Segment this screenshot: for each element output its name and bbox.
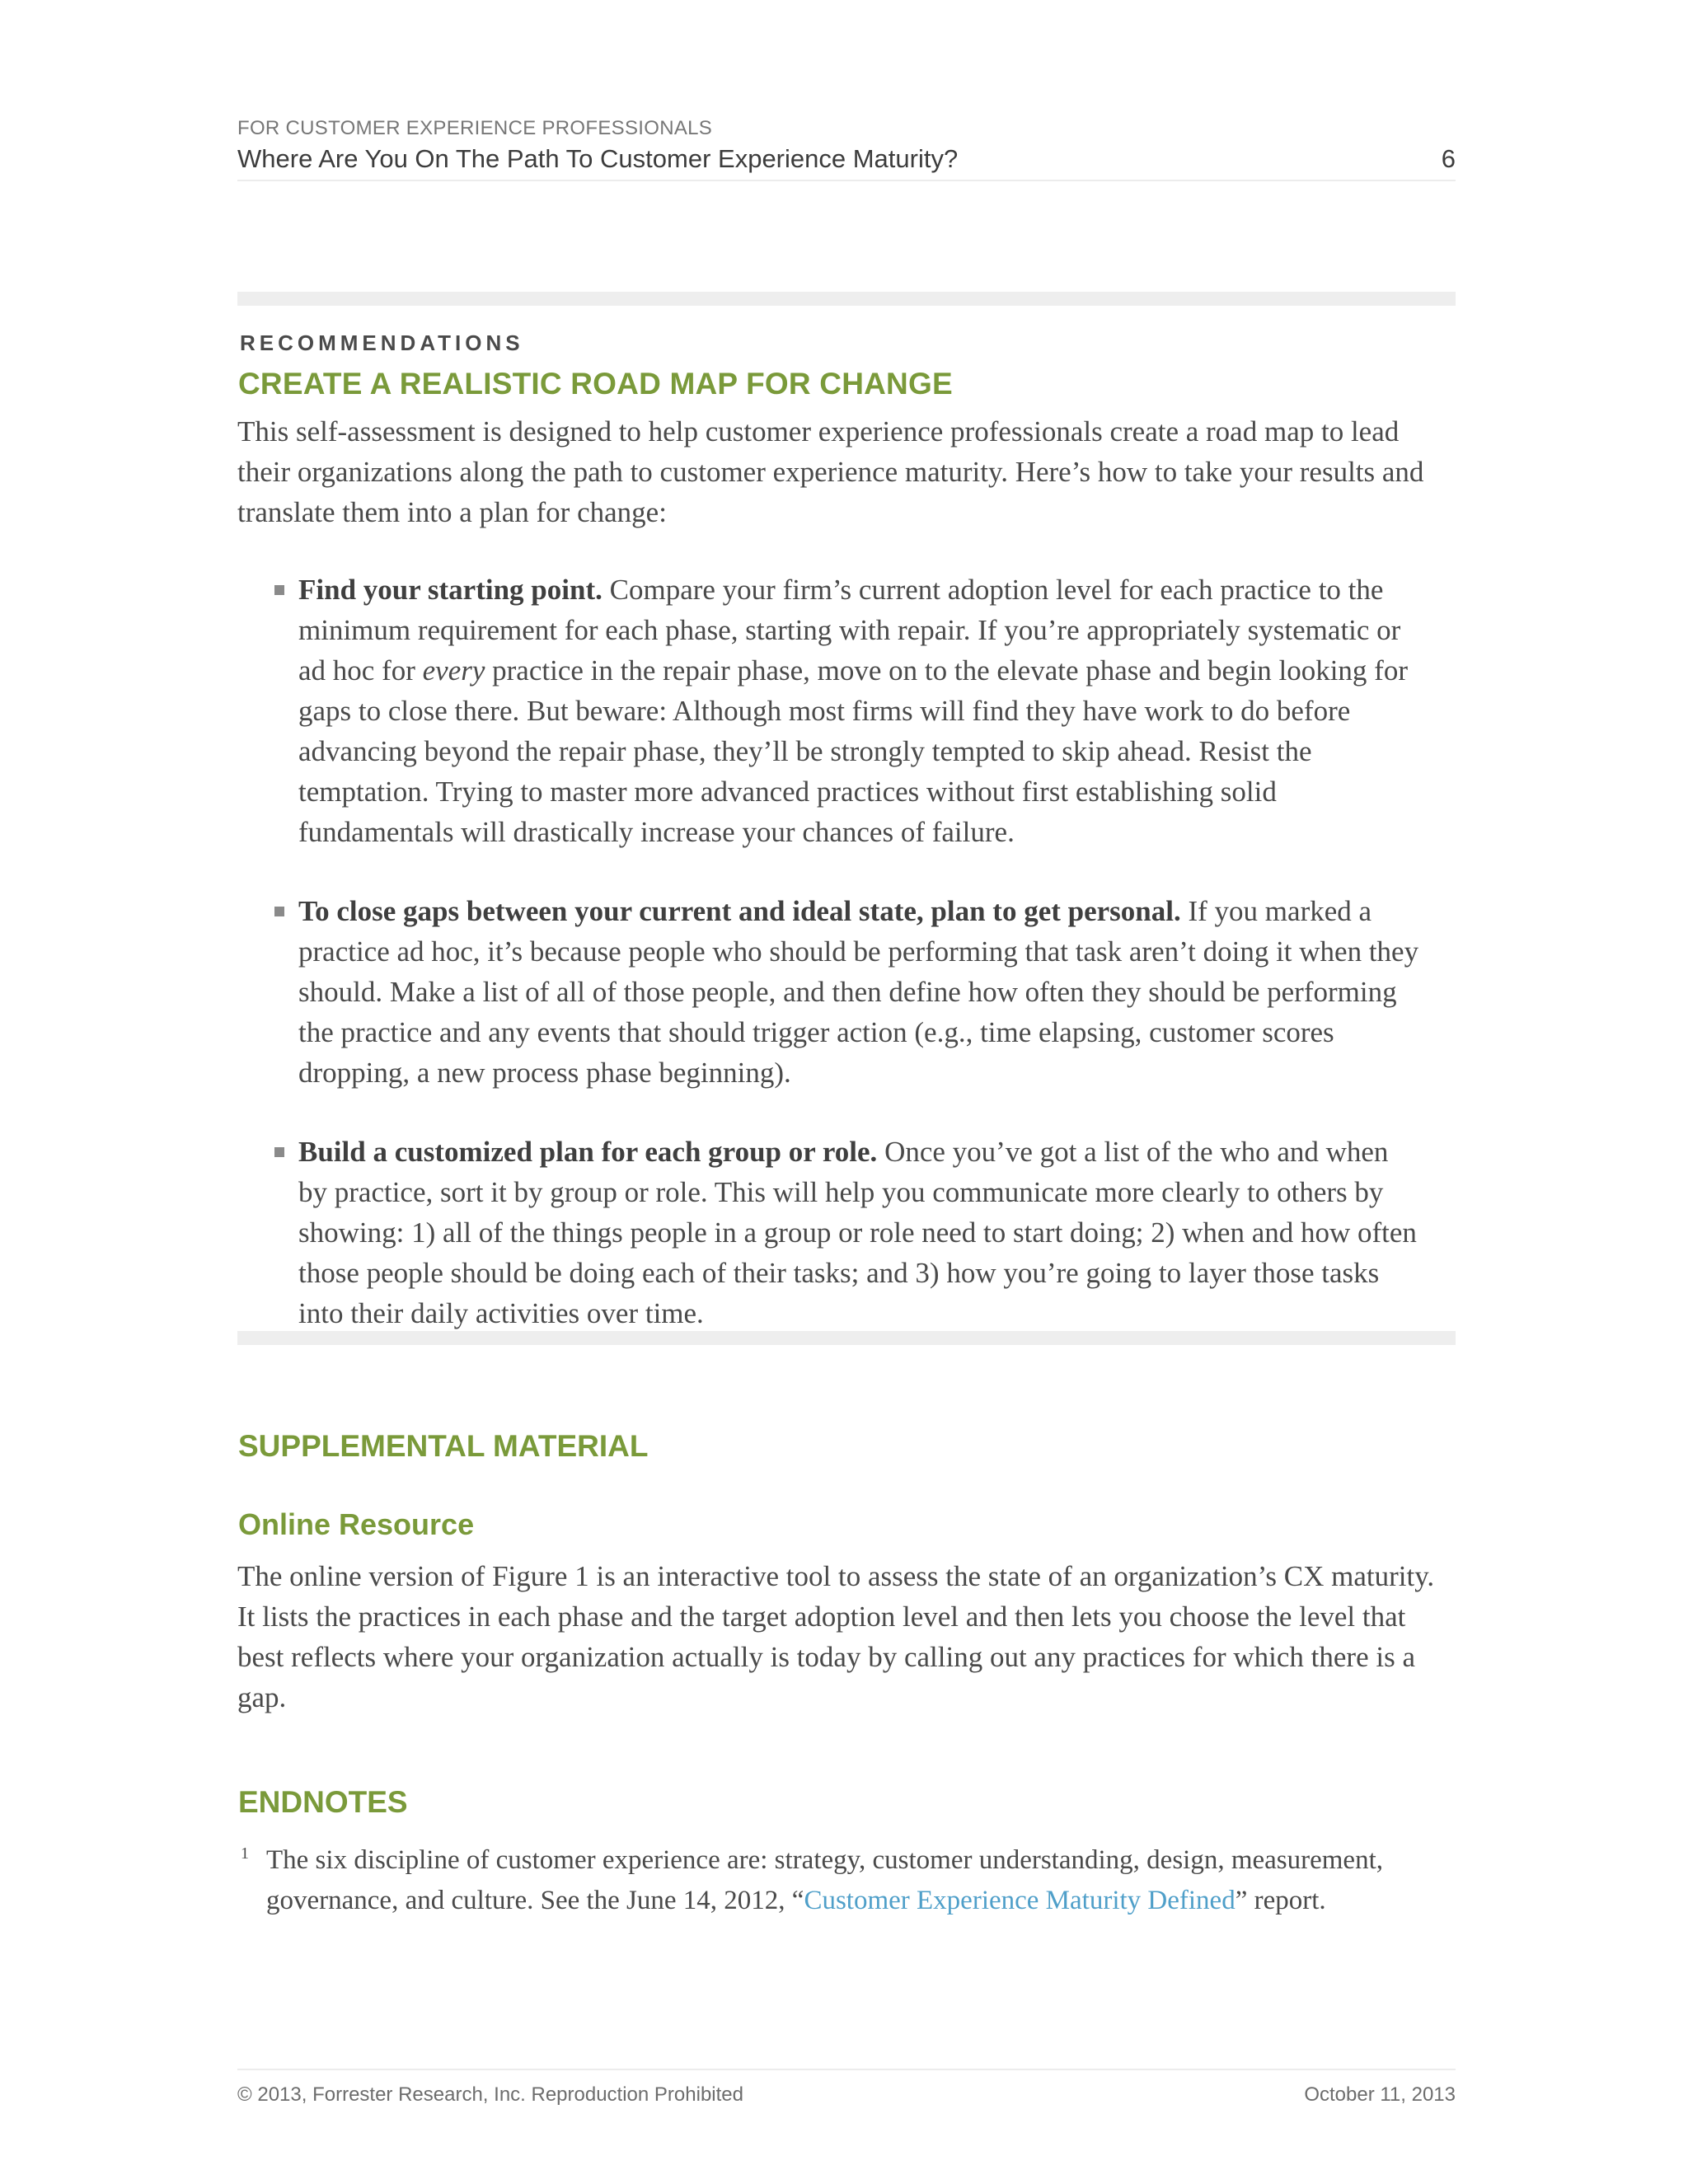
list-item — [237, 569, 1456, 852]
bullet-square-icon — [274, 907, 284, 916]
item-text: Once you’ve got a list of the who and when by practice, sort it by group or role. This will help you communicate more clearly to others by showing: 1) all of the things people in a group or role need to start doing; 2) when and how often those people should be doing each of their tasks; and 3) how you’re going to layer those tasks into their daily activities over time. — [298, 1136, 1417, 1329]
bullet-square-icon — [274, 1147, 284, 1157]
item-lead: Find your starting point. — [298, 574, 603, 606]
online-resource-body: The online version of Figure 1 is an interactive tool to assess the state of an organization’s CX maturity. It lists the practices in each phase and the target adoption level and then lets you choose the level that best reflects where your organization actually is today by calling out any practices for which there is a gap. — [237, 1560, 1435, 1713]
list-item — [237, 1132, 1456, 1333]
endnote-text — [266, 1840, 1456, 1921]
header-kicker: FOR CUSTOMER EXPERIENCE PROFESSIONALS — [237, 117, 713, 139]
page-header — [237, 115, 1456, 181]
item-emphasis: every — [422, 654, 485, 687]
recommendations-box — [237, 292, 1456, 1345]
item-text: If you marked a practice ad hoc, it’s because people who should be performing that task aren’t doing it when they should. Make a list of all of those people, and then define how often they should be performing the practice and any events that should trigger action (e.g., time elapsing, customer scores dropping, a new process phase beginning). — [298, 895, 1419, 1089]
endnotes-heading: ENDNOTES — [238, 1785, 408, 1819]
item-text: practice in the repair phase, move on to the elevate phase and begin looking for gaps to close there. But beware: Although most firms will find they have work to do before advancing beyond the repair phase, they’ll be strongly tempted to skip ahead. Resist the temptation. Trying to master more advanced practices without first establishing solid fundamentals will drastically increase your chances of failure. — [298, 654, 1408, 848]
header-row — [237, 142, 1456, 176]
list-item — [237, 891, 1456, 1093]
endnote-item — [237, 1840, 1456, 1921]
report-link[interactable]: Customer Experience Maturity Defined — [804, 1886, 1236, 1915]
recommendations-title: CREATE A REALISTIC ROAD MAP FOR CHANGE — [238, 367, 953, 401]
item-text: Compare your firm’s current adoption level for each practice to the minimum requirement for each phase, starting with repair. If you’re appropriately systematic or ad hoc for — [298, 574, 1401, 687]
recommendations-kicker: RECOMMENDATIONS — [240, 330, 524, 355]
publication-date: October 11, 2013 — [1304, 2083, 1456, 2106]
endnote-marker: 1 — [241, 1844, 249, 1863]
report-title: Where Are You On The Path To Customer Experience Maturity? — [237, 144, 959, 173]
page-number: 6 — [1441, 144, 1456, 173]
item-lead: Build a customized plan for each group or role. — [298, 1136, 878, 1168]
item-lead: To close gaps between your current and ideal state, plan to get personal. — [298, 895, 1181, 927]
online-resource-heading: Online Resource — [238, 1507, 475, 1541]
recommendations-list — [237, 569, 1456, 1372]
endnote-text-after: ” report. — [1235, 1886, 1326, 1915]
bullet-square-icon — [274, 585, 284, 595]
endnote-text-before: The six discipline of customer experience are: strategy, customer understanding, design, measurement, governance, and culture. See the June 14, 2012, “ — [266, 1845, 1383, 1915]
supplemental-heading: SUPPLEMENTAL MATERIAL — [238, 1429, 649, 1463]
copyright-notice: © 2013, Forrester Research, Inc. Reproduction Prohibited — [237, 2083, 743, 2106]
recommendations-intro: This self-assessment is designed to help customer experience professionals create a road map to lead their organizations along the path to customer experience maturity. Here’s how to take your results and translate them into a plan for change: — [237, 415, 1424, 528]
page-footer — [237, 2069, 1456, 2107]
